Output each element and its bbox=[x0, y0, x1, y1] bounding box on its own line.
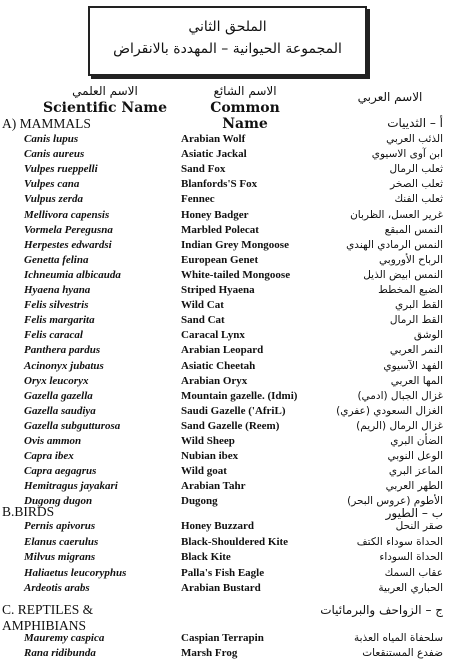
common-name: European Genet bbox=[181, 253, 259, 266]
section-mammals-label-ar: أ – الثدييات bbox=[387, 116, 443, 130]
scientific-name: Ovis ammon bbox=[24, 435, 82, 447]
common-name: Arabian Leopard bbox=[181, 344, 264, 357]
scientific-name-header-ar: الاسم العلمي bbox=[72, 84, 138, 98]
arabic-name: سلحفاة المياه العذبة bbox=[353, 632, 443, 644]
scientific-name: Gazella subgutturosa bbox=[24, 419, 121, 432]
scientific-name: Haliaetus leucoryphus bbox=[24, 566, 127, 579]
arabic-name: القط البري bbox=[394, 299, 443, 312]
common-name: Arabian Tahr bbox=[181, 480, 246, 493]
scientific-name: Gazella saudiya bbox=[24, 404, 96, 417]
common-name: Nubian ibex bbox=[181, 450, 239, 463]
scientific-name: Felis margarita bbox=[24, 314, 95, 327]
arabic-name: الوعل النوبي bbox=[387, 450, 443, 463]
arabic-name: النمس ابيض الذيل bbox=[363, 268, 443, 281]
section-birds-label: B.BIRDS bbox=[2, 504, 55, 519]
scientific-name: Gazella gazella bbox=[24, 389, 93, 402]
common-name: Sand Cat bbox=[181, 314, 225, 327]
species-row bbox=[0, 536, 451, 553]
common-name-header-ar: الاسم الشائع bbox=[213, 84, 277, 98]
scientific-name: Oryx leucoryx bbox=[24, 374, 89, 387]
arabic-name: القط الرمال bbox=[389, 314, 443, 327]
scientific-name: Canis aureus bbox=[24, 148, 85, 161]
appendix-title: الملحق الثاني bbox=[188, 19, 267, 35]
scientific-name: Vulpes rueppelli bbox=[24, 163, 98, 176]
scientific-name: Hemitragus jayakari bbox=[24, 480, 118, 493]
arabic-name: الحباري العربية bbox=[378, 582, 443, 594]
scientific-name: Vulpes cana bbox=[24, 178, 80, 191]
section-reptiles-label-ar: ج – الزواحف والبرمائيات bbox=[320, 603, 443, 617]
scientific-name: Panthera pardus bbox=[24, 344, 101, 357]
common-name-header: Common Name bbox=[210, 100, 280, 132]
section-reptiles-label-line2: AMPHIBIANS bbox=[2, 618, 87, 633]
common-name: Arabian Bustard bbox=[181, 582, 261, 594]
common-name: Blanfords'S Fox bbox=[181, 178, 258, 191]
scientific-name: Acinonyx jubatus bbox=[24, 359, 104, 372]
common-name: Sand Gazelle (Reem) bbox=[181, 419, 280, 432]
common-name: Arabian Oryx bbox=[181, 374, 248, 387]
common-name: White-tailed Mongoose bbox=[181, 268, 291, 281]
scientific-name: Vormela Peregusna bbox=[24, 223, 113, 236]
arabic-name: غرير العسل، الظربان bbox=[350, 208, 443, 221]
common-name: Wild Sheep bbox=[181, 435, 235, 447]
scientific-name: Ichneumia albicauda bbox=[24, 268, 121, 281]
title-box bbox=[88, 6, 367, 76]
arabic-name: الحداة السوداء bbox=[379, 551, 443, 563]
section-mammals-label: A) MAMMALS bbox=[2, 116, 91, 131]
scientific-name: Canis lupus bbox=[24, 133, 79, 145]
arabic-name: ثعلب الرمال bbox=[389, 163, 443, 176]
arabic-name: غزال الجبال (ادمي) bbox=[357, 389, 443, 402]
species-row bbox=[0, 582, 451, 599]
scientific-name: Dugong dugon bbox=[24, 495, 93, 508]
scientific-name: Mellivora capensis bbox=[24, 208, 110, 221]
arabic-name: صقر النحل bbox=[395, 520, 443, 532]
common-name: Marsh Frog bbox=[181, 647, 238, 659]
arabic-name: عقاب السمك bbox=[384, 566, 443, 579]
scientific-name: Rana ridibunda bbox=[24, 647, 96, 659]
species-row bbox=[0, 520, 451, 537]
scientific-name: Mauremy caspica bbox=[24, 632, 105, 644]
scientific-name: Ardeotis arabs bbox=[24, 582, 90, 594]
common-name: Arabian Wolf bbox=[181, 133, 246, 145]
common-name: Mountain gazelle. (Idmi) bbox=[181, 389, 298, 402]
arabic-name: الضأن البري bbox=[390, 435, 443, 447]
section-reptiles-label-line1: C. REPTILES & bbox=[2, 602, 94, 617]
species-row bbox=[0, 551, 451, 568]
scientific-name: Vulpus zerda bbox=[24, 193, 83, 206]
arabic-name: الرباح الأوروبي bbox=[379, 253, 443, 266]
common-name: Asiatic Jackal bbox=[181, 148, 247, 161]
arabic-name-header: الاسم العربي bbox=[357, 90, 423, 104]
arabic-name: الضبع المخطط bbox=[378, 284, 443, 296]
scientific-name: Capra ibex bbox=[24, 450, 74, 463]
arabic-name: الغزال السعودي (عفري) bbox=[336, 404, 443, 417]
common-name: Caspian Terrapin bbox=[181, 632, 264, 644]
common-name: Saudi Gazelle ('AfriL) bbox=[181, 404, 286, 417]
scientific-name: Pernis apivorus bbox=[24, 520, 96, 532]
common-name: Black-Shouldered Kite bbox=[181, 535, 289, 548]
common-name: Asiatic Cheetah bbox=[181, 359, 256, 372]
arabic-name: الوشق bbox=[413, 329, 443, 342]
arabic-name: الذئب العربي bbox=[386, 133, 443, 145]
common-name: Striped Hyaena bbox=[181, 284, 255, 296]
arabic-name: النمس الرمادي الهندي bbox=[346, 238, 443, 251]
common-name: Black Kite bbox=[181, 551, 231, 563]
scientific-name: Felis caracal bbox=[24, 329, 83, 342]
common-name: Marbled Polecat bbox=[181, 223, 259, 236]
scientific-name: Capra aegagrus bbox=[24, 465, 97, 478]
common-name: Honey Buzzard bbox=[181, 520, 255, 532]
arabic-name: ثعلب الصخر bbox=[390, 178, 443, 191]
common-name: Honey Badger bbox=[181, 208, 249, 221]
arabic-name: غزال الرمال (الريم) bbox=[356, 419, 443, 432]
common-name: Palla's Fish Eagle bbox=[181, 566, 265, 579]
species-row bbox=[0, 567, 451, 584]
scientific-name: Milvus migrans bbox=[24, 551, 96, 563]
common-name: Caracal Lynx bbox=[181, 329, 245, 342]
scientific-name: Herpestes edwardsi bbox=[24, 238, 112, 251]
arabic-name: الأطوم (عروس البحر) bbox=[347, 495, 443, 508]
scientific-name: Felis silvestris bbox=[24, 299, 89, 312]
common-name: Sand Fox bbox=[181, 163, 226, 176]
arabic-name: ثعلب الفنك bbox=[394, 193, 443, 206]
arabic-name: الحداة سوداء الكتف bbox=[356, 535, 443, 548]
scientific-name: Genetta felina bbox=[24, 253, 89, 266]
arabic-name: النمس المبقع bbox=[384, 223, 443, 236]
section-birds-label-ar: ب – الطيور bbox=[385, 506, 443, 520]
arabic-name: ابن آوى الاسيوي bbox=[371, 148, 443, 161]
arabic-name: الطهر العربي bbox=[385, 480, 443, 493]
common-name: Fennec bbox=[181, 193, 215, 206]
arabic-name: النمر العربي bbox=[389, 344, 443, 357]
species-row bbox=[0, 647, 451, 664]
arabic-name: الفهد الآسيوي bbox=[383, 359, 443, 372]
common-name: Wild Cat bbox=[181, 299, 224, 312]
appendix-subtitle: المجموعة الحيوانية – المهددة بالانقراض bbox=[113, 41, 342, 57]
scientific-name-header: Scientific Name bbox=[43, 100, 167, 116]
scientific-name: Hyaena hyana bbox=[24, 284, 91, 296]
species-row bbox=[0, 495, 451, 512]
common-name: Indian Grey Mongoose bbox=[181, 238, 289, 251]
arabic-name: الماعز البري bbox=[388, 465, 443, 478]
common-name: Wild goat bbox=[181, 465, 227, 478]
scientific-name: Elanus caerulus bbox=[24, 535, 99, 548]
arabic-name: ضفدع المستنقعات bbox=[362, 647, 443, 659]
common-name: Dugong bbox=[181, 495, 218, 508]
arabic-name: المها العربي bbox=[390, 374, 443, 387]
